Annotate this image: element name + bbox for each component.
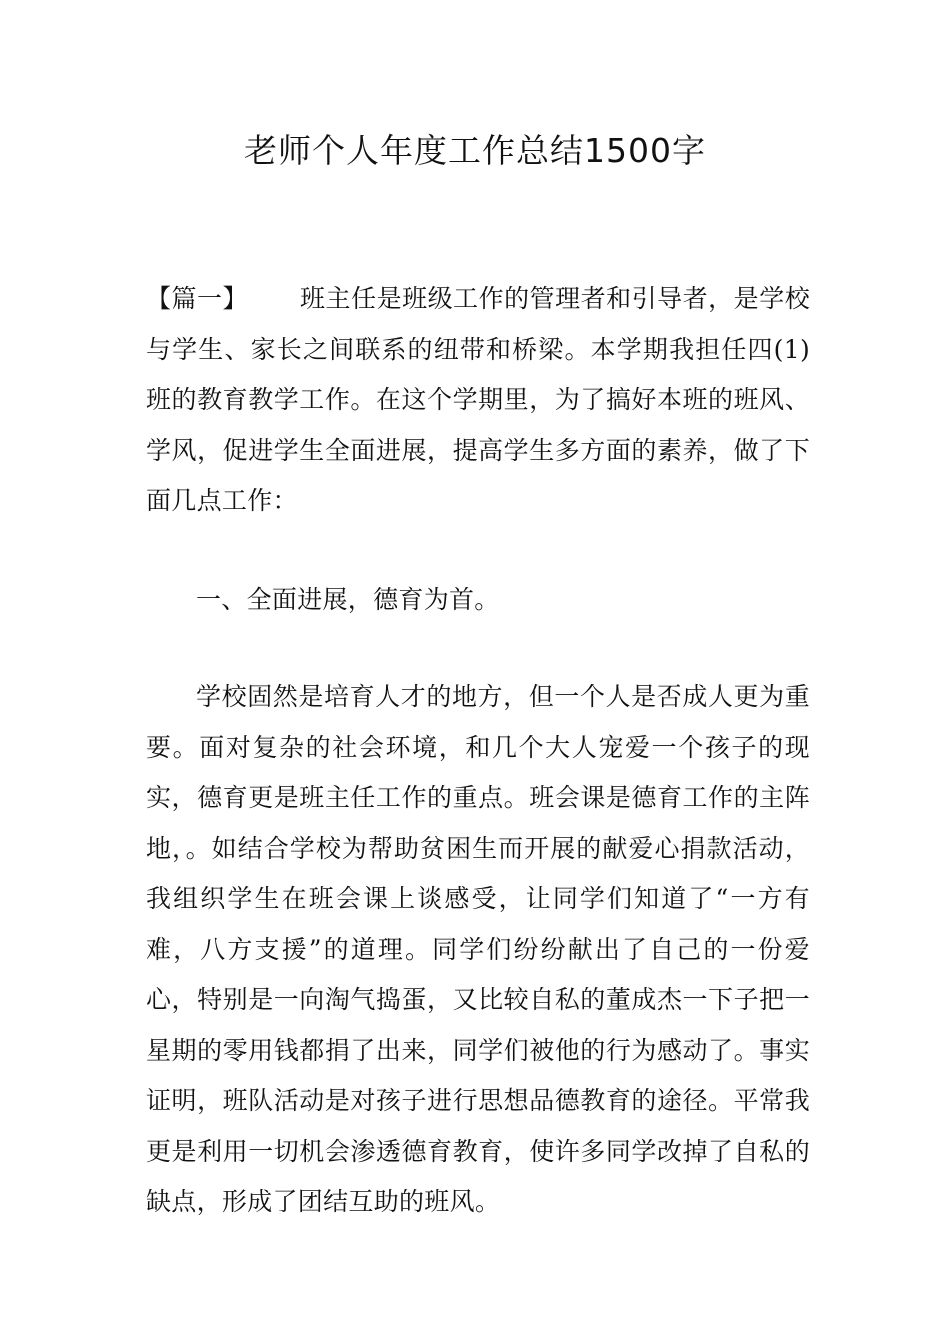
- intro-paragraph: [146, 274, 810, 527]
- document-title: 老师个人年度工作总结1500字: [244, 131, 706, 170]
- body-paragraph: 学校固然是培育人才的地方，但一个人是否成人更为重要。面对复杂的社会环境，和几个大人宠爱一个孩子的现实，德育更是班主任工作的重点。班会课是德育工作的主阵地，。如结合学校为帮助贫困生而开展的献爱心捐款活动，我组织学生在班会课上谈感受，让同学们知道了“一方有难，八方支援”的道理。同学们纷纷献出了自己的一份爱心，特别是一向淘气捣蛋，又比较自私的董成杰一下子把一星期的零用钱都捐了出来，同学们被他的行为感动了。事实证明，班队活动是对孩子进行思想品德教育的途径。平常我更是利用一切机会渗透德育教育，使许多同学改掉了自私的缺点，形成了团结互助的班风。: [146, 682, 810, 1216]
- intro-paragraph-text: 班主任是班级工作的管理者和引导者，是学校与学生、家长之间联系的纽带和桥梁。本学期我担任四(1)班的教育教学工作。在这个学期里，为了搞好本班的班风、学风，促进学生全面进展，提高学生多方面的素养，做了下面几点工作：: [146, 284, 810, 515]
- section-heading: [146, 575, 810, 626]
- section-heading-text: 一、全面进展，德育为首。: [196, 585, 500, 614]
- section-marker: 【篇一】: [146, 284, 249, 313]
